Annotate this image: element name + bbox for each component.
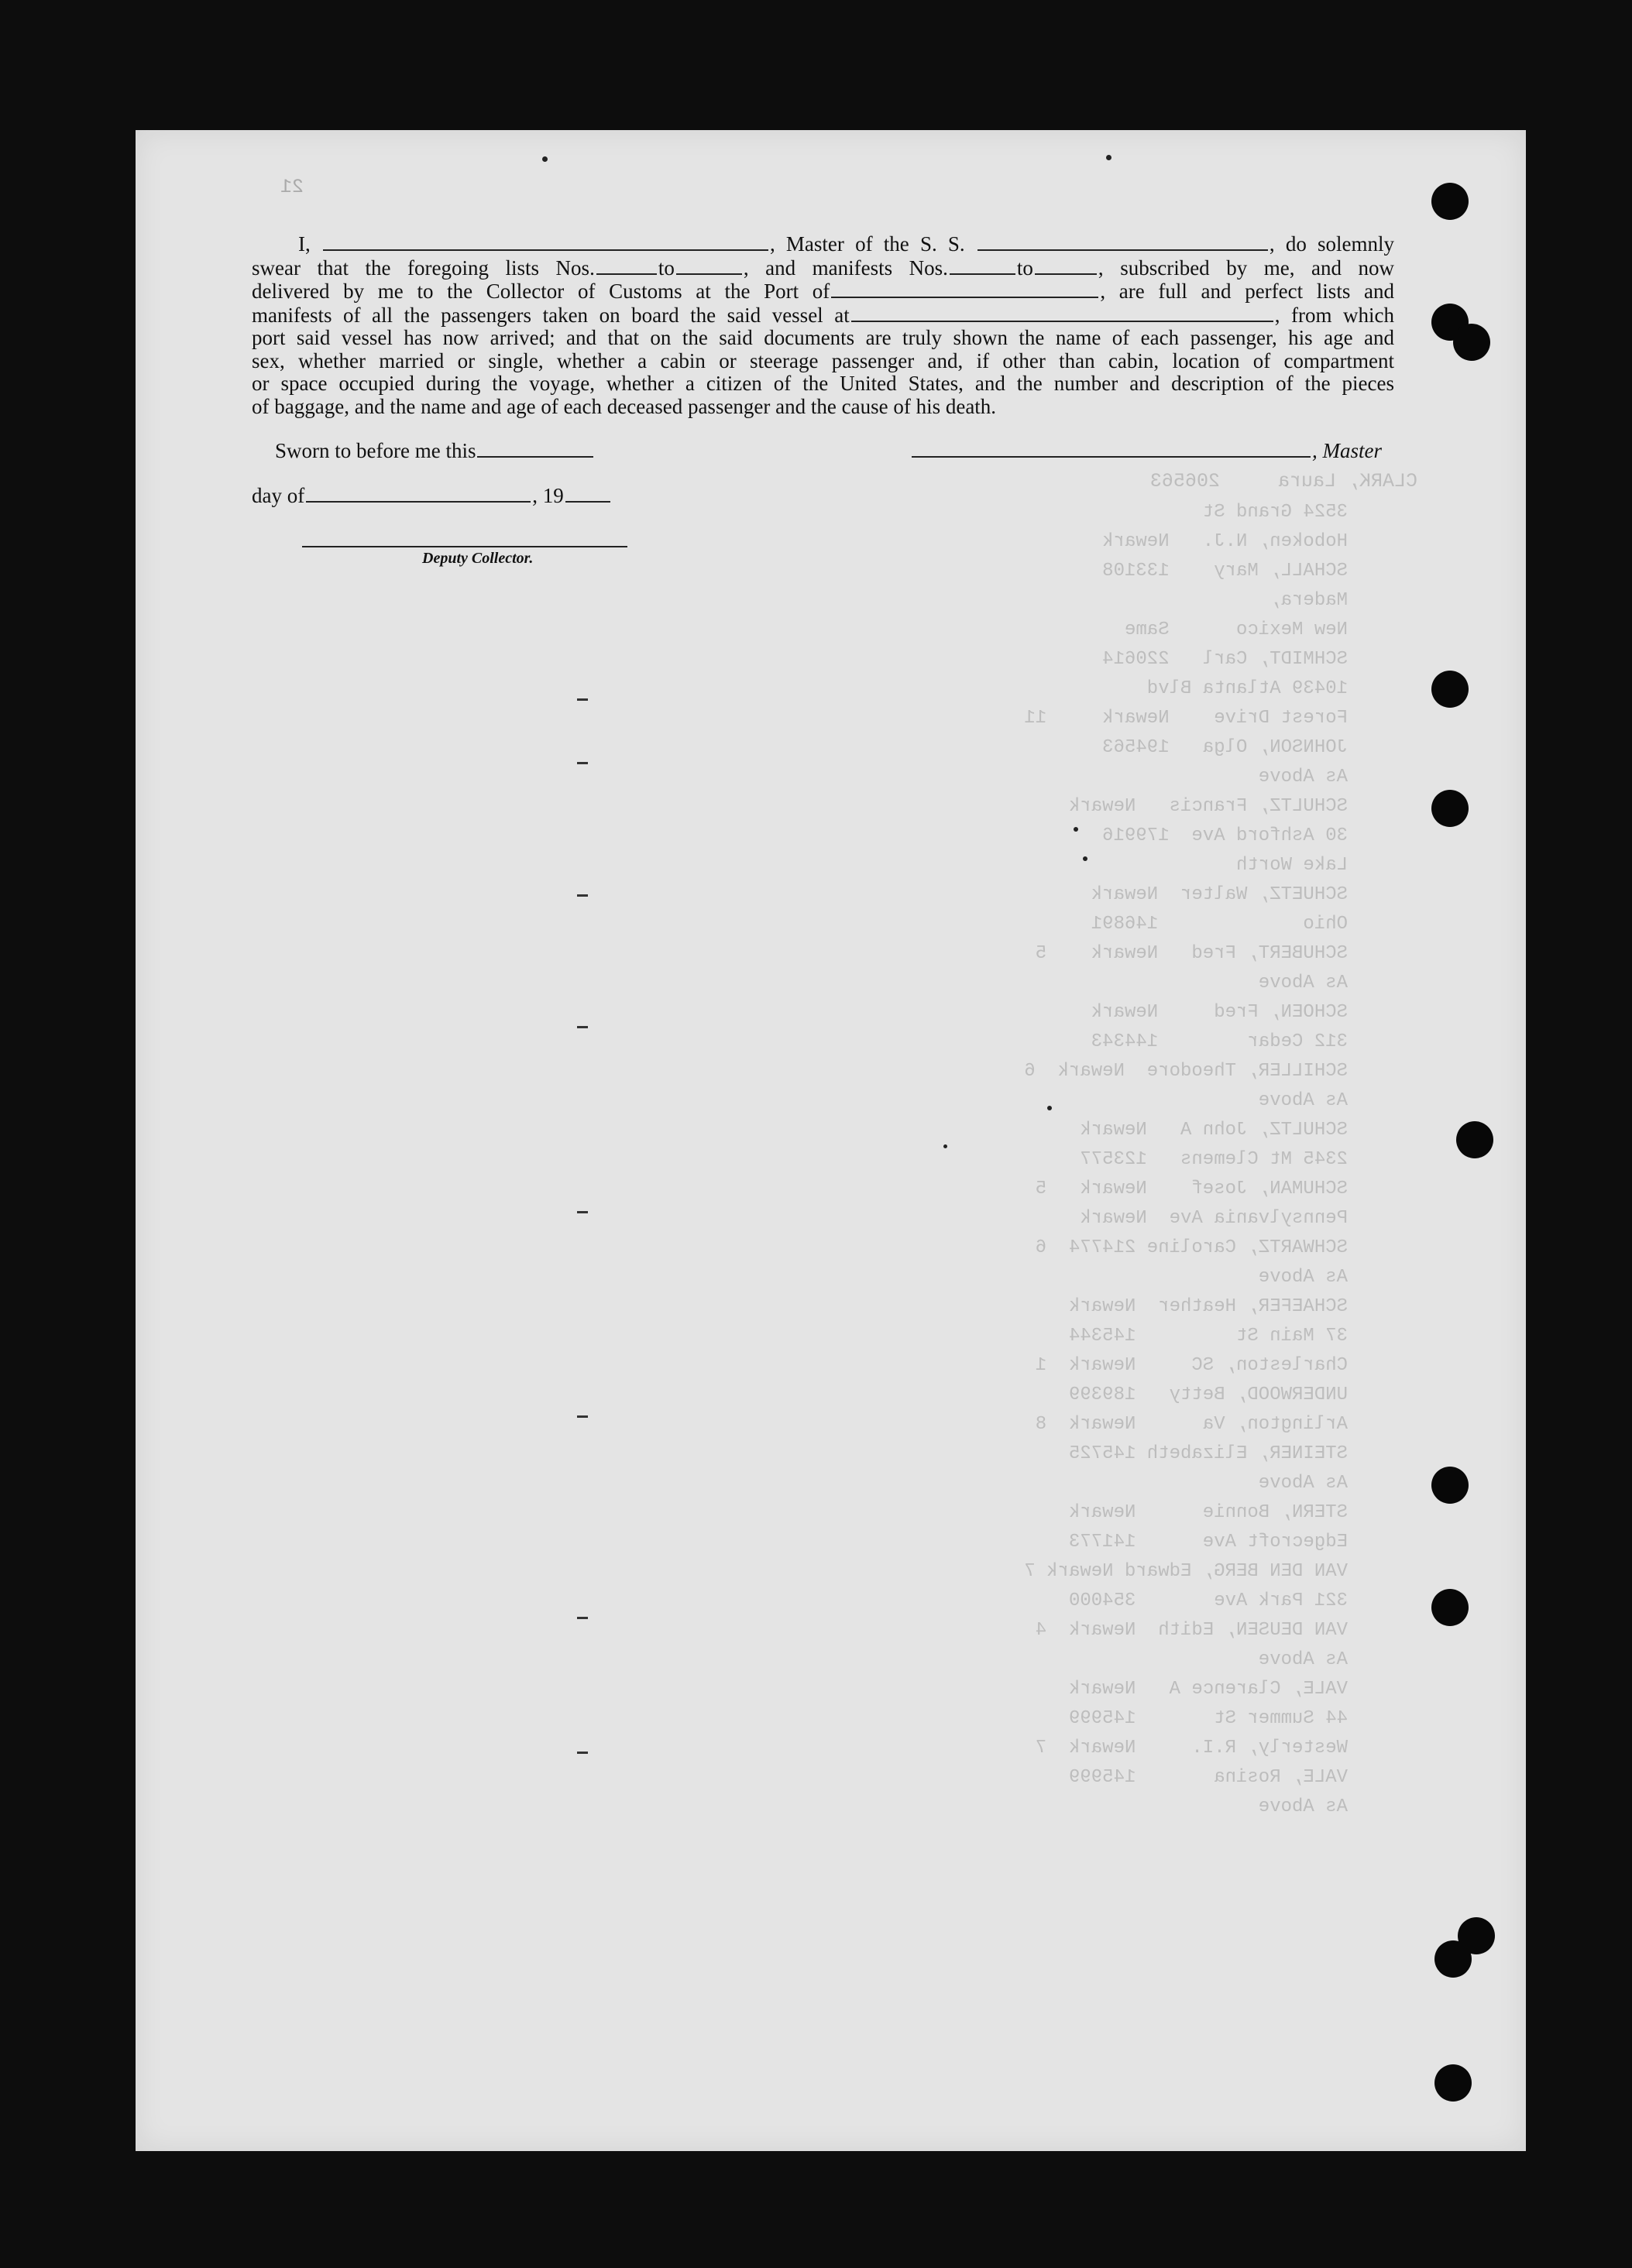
oath-line-8: of baggage, and the name and age of each deceased passenger and the cause of his death.: [252, 394, 997, 418]
bleed-through-line: 37 Main St 145344: [1068, 1326, 1348, 1347]
manifest-from-blank[interactable]: [950, 256, 1015, 275]
bleed-through-line: SCHUMAN, Josef Newark 5: [1035, 1179, 1348, 1199]
oath-from-which: , from which: [1274, 303, 1394, 327]
day-of-line: [252, 484, 612, 508]
year-prefix: , 19: [532, 484, 564, 507]
column-dash: [577, 1617, 588, 1619]
sworn-line: [275, 439, 595, 463]
bleed-through-line: As Above: [1258, 1090, 1348, 1111]
bleed-through-line: SCHMIDT, Carl 220614: [1102, 649, 1348, 670]
oath-subscribed: , subscribed by me, and now: [1098, 256, 1395, 280]
bleed-through-line: 321 Park Ave 354000: [1068, 1590, 1348, 1611]
master-signature-blank[interactable]: [912, 439, 1311, 458]
binder-hole: [1453, 324, 1490, 361]
column-dash: [577, 1211, 588, 1213]
bleed-through-line: SCHULTZ, Francis Newark: [1068, 796, 1348, 817]
column-dash: [577, 698, 588, 701]
oath-delivered: delivered by me to the Collector of Customs at the Port of: [252, 280, 830, 303]
master-signature-line: [910, 439, 1382, 463]
binder-hole: [1434, 2064, 1472, 2102]
vessel-name-blank[interactable]: [977, 232, 1268, 251]
list-to-blank[interactable]: [676, 256, 742, 275]
bleed-through-line: CLARK, Laura 206563: [1149, 470, 1417, 492]
bleed-through-line: Hoboken, N.J. Newark: [1102, 531, 1348, 552]
deputy-signature-blank[interactable]: [302, 546, 627, 547]
bleed-through-line: As Above: [1258, 1649, 1348, 1670]
bleed-through-line: VALE, Clarence A Newark: [1068, 1679, 1348, 1700]
bleed-through-line: New Mexico Same: [1124, 619, 1348, 640]
bleed-through-line: Ohio 146891: [1091, 914, 1348, 935]
oath-line-6: sex, whether married or single, whether a cabin or steerage passenger and, if other than cabin, location of compartment: [252, 348, 1394, 372]
column-dash: [577, 1026, 588, 1028]
manifest-to-blank[interactable]: [1035, 256, 1097, 275]
bleed-through-line: SCHUBERT, Fred Newark 5: [1035, 943, 1348, 964]
bleed-through-line: VALE, Rosina 145999: [1068, 1767, 1348, 1788]
sworn-label: Sworn to before me this: [275, 439, 476, 462]
bleed-through-line: STEINER, Elizabeth 145725: [1068, 1443, 1348, 1464]
bleed-through-line: 30 Ashford Ave 179916: [1102, 825, 1348, 846]
oath-master-of: , Master of the S. S.: [769, 232, 965, 256]
bleed-through-line: Westerly, R.I. Newark 7: [1035, 1738, 1348, 1758]
bleed-through-line: As Above: [1258, 1473, 1348, 1494]
binder-hole: [1456, 1121, 1493, 1158]
column-dash: [577, 762, 588, 764]
bleed-through-line: STERN, Bonnie Newark: [1068, 1502, 1348, 1523]
day-of-blank[interactable]: [306, 484, 531, 503]
bleed-through-line: SCHOEN, Fred Newark: [1091, 1002, 1348, 1023]
ink-speck: [542, 156, 548, 162]
bleed-through-line: 3524 Grand St: [1202, 502, 1348, 523]
binder-hole: [1434, 1940, 1472, 1978]
day-of-label: day of: [252, 484, 305, 507]
oath-swear: swear that the foregoing lists Nos.: [252, 256, 595, 280]
oath-do-solemnly: , do solemnly: [1269, 232, 1395, 256]
binder-hole: [1431, 790, 1469, 827]
bleed-through-line: SCHALL, Mary 133108: [1102, 561, 1348, 582]
bleed-through-line: Arlington, Va Newark 8: [1035, 1414, 1348, 1435]
bleed-through-line: As Above: [1258, 973, 1348, 993]
year-blank[interactable]: [565, 484, 610, 503]
deputy-collector-label: Deputy Collector.: [422, 550, 534, 567]
departure-port-blank[interactable]: [851, 304, 1273, 322]
bleed-through-line: 10439 Atlanta Blvd: [1146, 678, 1348, 699]
list-from-blank[interactable]: [596, 256, 657, 275]
bleed-through-line: VAN DEUSEN, Edith Newark 4: [1035, 1620, 1348, 1641]
bleed-through-line: SCHULTZ, John A Newark: [1080, 1120, 1348, 1141]
column-dash: [577, 1415, 588, 1418]
bleed-through-line: SCHAEFER, Heather Newark: [1068, 1296, 1348, 1317]
oath-to-2: to: [1016, 256, 1033, 280]
bleed-through-line: Forest Drive Newark 11: [1024, 708, 1348, 729]
bleed-through-line: SCHUETZ, Walter Newark: [1091, 884, 1348, 905]
bleed-through-line: VAN DEN BERG, Edward Newark 7: [1024, 1561, 1348, 1582]
oath-i: I,: [298, 232, 311, 256]
bleed-through-line: 44 Summer St 145999: [1068, 1708, 1348, 1729]
oath-paragraph: [252, 232, 1394, 418]
column-dash: [577, 894, 588, 897]
bleed-through-line: As Above: [1258, 1796, 1348, 1817]
binder-hole: [1431, 671, 1469, 708]
binder-hole: [1431, 183, 1469, 220]
oath-line-5: port said vessel has now arrived; and that on the said documents are truly shown the name of each passenger, his age and: [252, 326, 1394, 349]
bleed-through-block: [682, 468, 1348, 1822]
bleed-through-top-mark: 21: [280, 176, 304, 198]
oath-manifests-of: manifests of all the passengers taken on board the said vessel at: [252, 303, 850, 327]
oath-to-1: to: [658, 256, 675, 280]
bleed-through-line: Charleston, SC Newark 1: [1035, 1355, 1348, 1376]
bleed-through-line: 2345 Mt Clemens 123577: [1080, 1149, 1348, 1170]
bleed-through-line: JOHNSON, Olga 194563: [1102, 737, 1348, 758]
bleed-through-line: 312 Cedar 144343: [1091, 1031, 1348, 1052]
oath-and-manifests: , and manifests Nos.: [743, 256, 948, 280]
oath-full-perfect: , are full and perfect lists and: [1100, 280, 1394, 303]
bleed-through-line: Edgecroft Ave 141773: [1068, 1532, 1348, 1553]
bleed-through-line: Pennsylvania Ave Newark: [1080, 1208, 1348, 1229]
bleed-through-line: As Above: [1258, 1267, 1348, 1288]
sworn-date-blank[interactable]: [477, 439, 593, 458]
bleed-through-line: Lake Worth: [1235, 855, 1348, 876]
master-name-blank[interactable]: [323, 232, 768, 251]
port-blank[interactable]: [831, 280, 1098, 298]
master-label: , Master: [1312, 439, 1382, 462]
column-dash: [577, 1752, 588, 1754]
binder-hole: [1431, 1467, 1469, 1504]
oath-line-7: or space occupied during the voyage, whether a citizen of the United States, and the number and description of the pieces: [252, 372, 1394, 395]
bleed-through-line: As Above: [1258, 767, 1348, 787]
bleed-through-line: Madera,: [1270, 590, 1348, 611]
bleed-through-line: SCHILLER, Theodore Newark 6: [1024, 1061, 1348, 1082]
bleed-through-line: UNDERWOOD, Betty 189399: [1068, 1384, 1348, 1405]
ink-speck: [1106, 155, 1111, 160]
bleed-through-line: SCHWARTZ, Caroline 214774 6: [1035, 1237, 1348, 1258]
binder-hole: [1431, 1589, 1469, 1626]
